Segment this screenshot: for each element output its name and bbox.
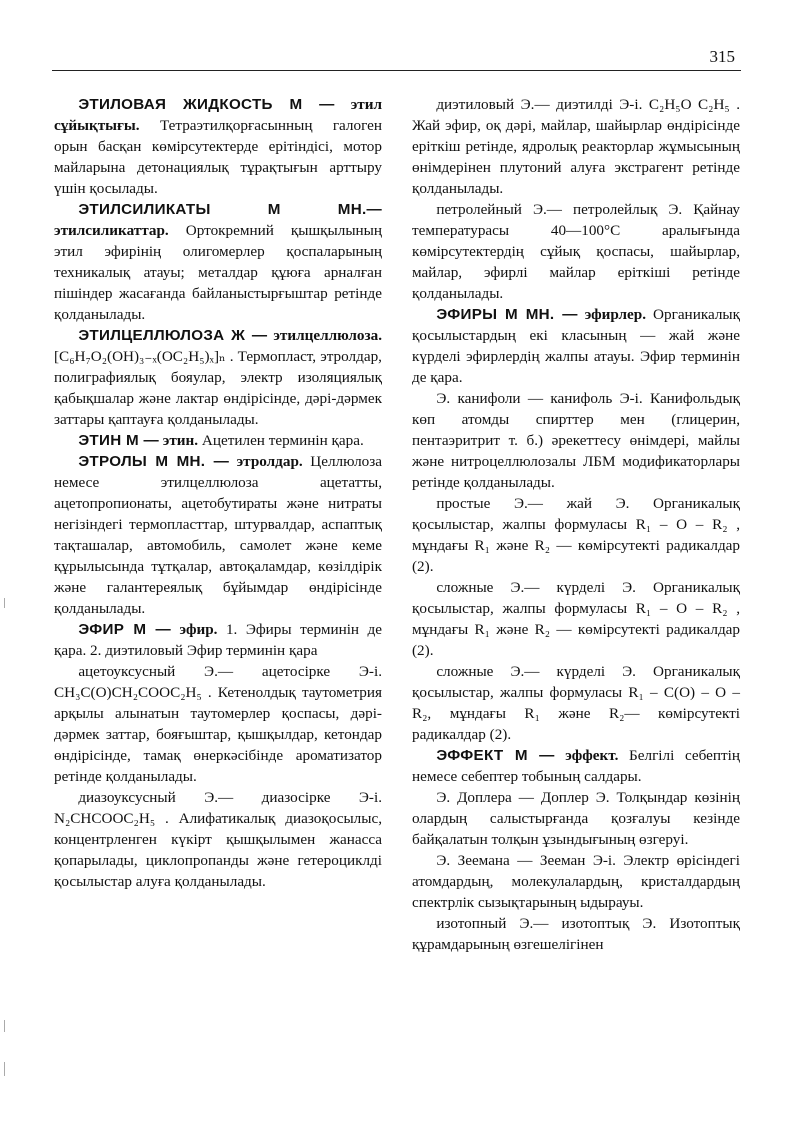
chemical-formula: [C₆H₇O₂(OH)₃₋ₓ(OC₂H₅)ₓ]ₙ . xyxy=(54,348,234,365)
dictionary-entry xyxy=(54,94,382,199)
entry-translation: этилцеллюлоза. xyxy=(273,327,383,344)
dictionary-entry xyxy=(412,304,740,388)
sub-entry-definition: Қайнау температурасы 40—100°С аралығында көмірсутектердің сұйық қоспасы, шайырлар, майлар, эфирлі майлар еріткіші ретінде қолданылады. xyxy=(412,201,740,302)
sub-entry-definition: Канифольдық көп атомды спирттер мен (глицерин, пентаэритрит т. б.) әрекеттесу өнімдері, майлы және нитроцеллюлозалы ЛБМ модификаторлары ретінде қолданылады. xyxy=(412,390,740,491)
entry-headword: ЭТИН М — xyxy=(78,432,159,449)
sub-entry-term: Э. канифоли — канифоль Э-і. xyxy=(436,390,643,407)
sub-entry-term: сложные Э.— күрделі Э. xyxy=(436,663,636,680)
entry-definition: Ацетилен терминін қара. xyxy=(198,432,364,449)
dictionary-entry xyxy=(412,745,740,787)
entry-definition: Тетраэтилқорғасынның галоген орын басқан көмірсутектерде ерітіндісі, мотор майларына детонациялық тұрақтығын арттыру үшін қосылады. xyxy=(54,117,382,197)
chemical-formula: N₂CHCOOC₂H₅ . xyxy=(54,810,169,827)
right-column xyxy=(412,94,740,955)
sub-entry xyxy=(412,94,740,199)
entry-translation: эфир. xyxy=(179,621,218,638)
dictionary-entry xyxy=(54,619,382,661)
sub-entry-term: сложные Э.— күрделі Э. xyxy=(436,579,636,596)
sub-entry xyxy=(54,661,382,787)
entry-translation: этролдар. xyxy=(236,453,303,470)
entry-definition: Ортокремний қышқылының этил эфирінің олигомерлер қоспаларының техникалық атауы; металдар құюға арналған пішіндер жасағанда байланыстырғыштар ретінде қолданылады. xyxy=(54,222,382,323)
entry-headword: ЭТИЛОВАЯ ЖИДКОСТЬ М — xyxy=(78,96,335,113)
page-number: 315 xyxy=(709,47,735,66)
sub-entry xyxy=(412,850,740,913)
margin-mark xyxy=(4,598,5,608)
dictionary-entry xyxy=(54,430,382,451)
margin-mark xyxy=(4,1020,5,1032)
sub-entry-term: диазоуксусный Э.— диазосірке Э-і. xyxy=(78,789,382,806)
dictionary-entry xyxy=(54,325,382,430)
chemical-formula: C₂H₅O C₂H₅ . xyxy=(648,96,741,113)
sub-entry-definition: Толқындар көзінің олардың салыстырғанда қозғалуы кезінде байқалатын толқын ұзындығының өзгеруі. xyxy=(412,789,740,848)
sub-entry-definition: Органикалық қосылыстар, жалпы формуласы R₁ – O – R₂ , мұндағы R₁ және R₂ — көмірсутекті радикалдар (2). xyxy=(412,579,740,659)
sub-entry xyxy=(412,388,740,493)
sub-entry xyxy=(412,199,740,304)
sub-entry-term: Э. Зеемана — Зееман Э-і. xyxy=(436,852,616,869)
entry-headword: ЭТИЛЦЕЛЛЮЛОЗА Ж — xyxy=(78,327,268,344)
left-column xyxy=(54,94,382,892)
entry-translation: этин. xyxy=(162,432,199,449)
entry-headword: ЭФИР М — xyxy=(78,621,171,638)
entry-headword: ЭФИРЫ М МН. — xyxy=(436,306,578,323)
sub-entry xyxy=(412,577,740,661)
entry-definition: Термопласт, этролдар, полиграфиялық бояулар, электр изоляциялық қабықшалар және лактар өндірісінде, дәрі-дәрмек заттары қаптауға қолданылады. xyxy=(54,348,382,428)
sub-entry-term: диэтиловый Э.— диэтилді Э-і. xyxy=(436,96,643,113)
sub-entry xyxy=(412,913,740,955)
sub-entry-definition: Электр өрісіндегі атомдардың, молекулалардың, кристалдардың спектрлік сызықтарының ыдырауы. xyxy=(412,852,740,911)
sub-entry xyxy=(412,493,740,577)
sub-entry xyxy=(54,787,382,892)
sub-entry xyxy=(412,787,740,850)
chemical-formula: CH₃C(O)CH₂COOC₂H₅ . xyxy=(54,684,212,701)
sub-entry-definition: Кетенолдық таутометрия арқылы алынатын таутомерлер қоспасы, дәрі-дәрмек заттар, бояғыштар, қышқылдар, кетондар өндірісінде, тамақ өнеркәсібінде ароматизатор ретінде қолданылады. xyxy=(54,684,382,785)
entry-definition: Белгілі себептің немесе себептер тобының салдары. xyxy=(412,747,741,785)
sub-entry-term: изотопный Э.— изотоптық Э. xyxy=(436,915,657,932)
dictionary-entry xyxy=(54,199,382,325)
entry-definition: Целлюлоза немесе этилцеллюлоза ацетатты, ацетопропионаты, ацетобутираты және нитраты негізіндегі термопласттар, штурвалдар, аспаптық тақташалар, автомобиль, самолет және кеме құрылысында тұтқалар, автоқаламдар, көзілдірік және галантереялық бұйымдар өндірісінде қолданылады. xyxy=(54,453,382,617)
top-rule xyxy=(52,70,741,71)
sub-entry-definition: Органикалық қосылыстар, жалпы формуласы R₁ – O – R₂ , мұндағы R₁ және R₂ — көмірсутекті радикалдар (2). xyxy=(412,495,740,575)
sub-entry-definition: Жай эфир, оқ дәрі, майлар, шайырлар өндірісінде еріткіш ретінде, ядролық реакторлар жұмысының өнімдерінен плутоний алуға экстрагент ретінде қолданылады. xyxy=(412,117,740,197)
entry-headword: ЭТРОЛЫ М МН. — xyxy=(78,453,230,470)
entry-translation: этилсиликаттар. xyxy=(54,222,169,239)
sub-entry-term: ацетоуксусный Э.— ацетосірке Э-і. xyxy=(78,663,382,680)
entry-translation: эфирлер. xyxy=(584,306,647,323)
sub-entry-definition: Органикалық қосылыстар, жалпы формуласы R₁ – C(O) – O – R₂, мұндағы R₁ және R₂— көмірсутекті радикалдар (2). xyxy=(412,663,740,743)
sub-entry-term: простые Э.— жай Э. xyxy=(436,495,630,512)
sub-entry-definition: Алифатикалық диазоқосылыс, концентрленген күкірт қышқылымен жанасса қопарылады, циклопропанды және гетероциклді қосылыстар алуға қолданылады. xyxy=(54,810,382,890)
sub-entry-term: петролейный Э.— петролейлық Э. xyxy=(436,201,683,218)
entry-definition: Органикалық қосылыстардың екі класының — жай және күрделі эфирлердің жалпы атауы. Эфир терминін де қара. xyxy=(412,306,741,386)
entry-definition: 1. Эфиры терминін де қара. 2. диэтиловый Эфир терминін қара xyxy=(54,621,382,659)
sub-entry-definition: Изотоптық құрамдарының өзгешелігінен xyxy=(412,915,740,953)
entry-headword: ЭТИЛСИЛИКАТЫ М МН.— xyxy=(78,201,382,218)
sub-entry-term: Э. Доплера — Доплер Э. xyxy=(436,789,610,806)
sub-entry xyxy=(412,661,740,745)
entry-translation: этил сұйықтығы. xyxy=(54,96,382,134)
margin-mark xyxy=(4,1062,5,1076)
entry-translation: эффект. xyxy=(565,747,619,764)
entry-headword: ЭФФЕКТ М — xyxy=(436,747,555,764)
dictionary-entry xyxy=(54,451,382,619)
